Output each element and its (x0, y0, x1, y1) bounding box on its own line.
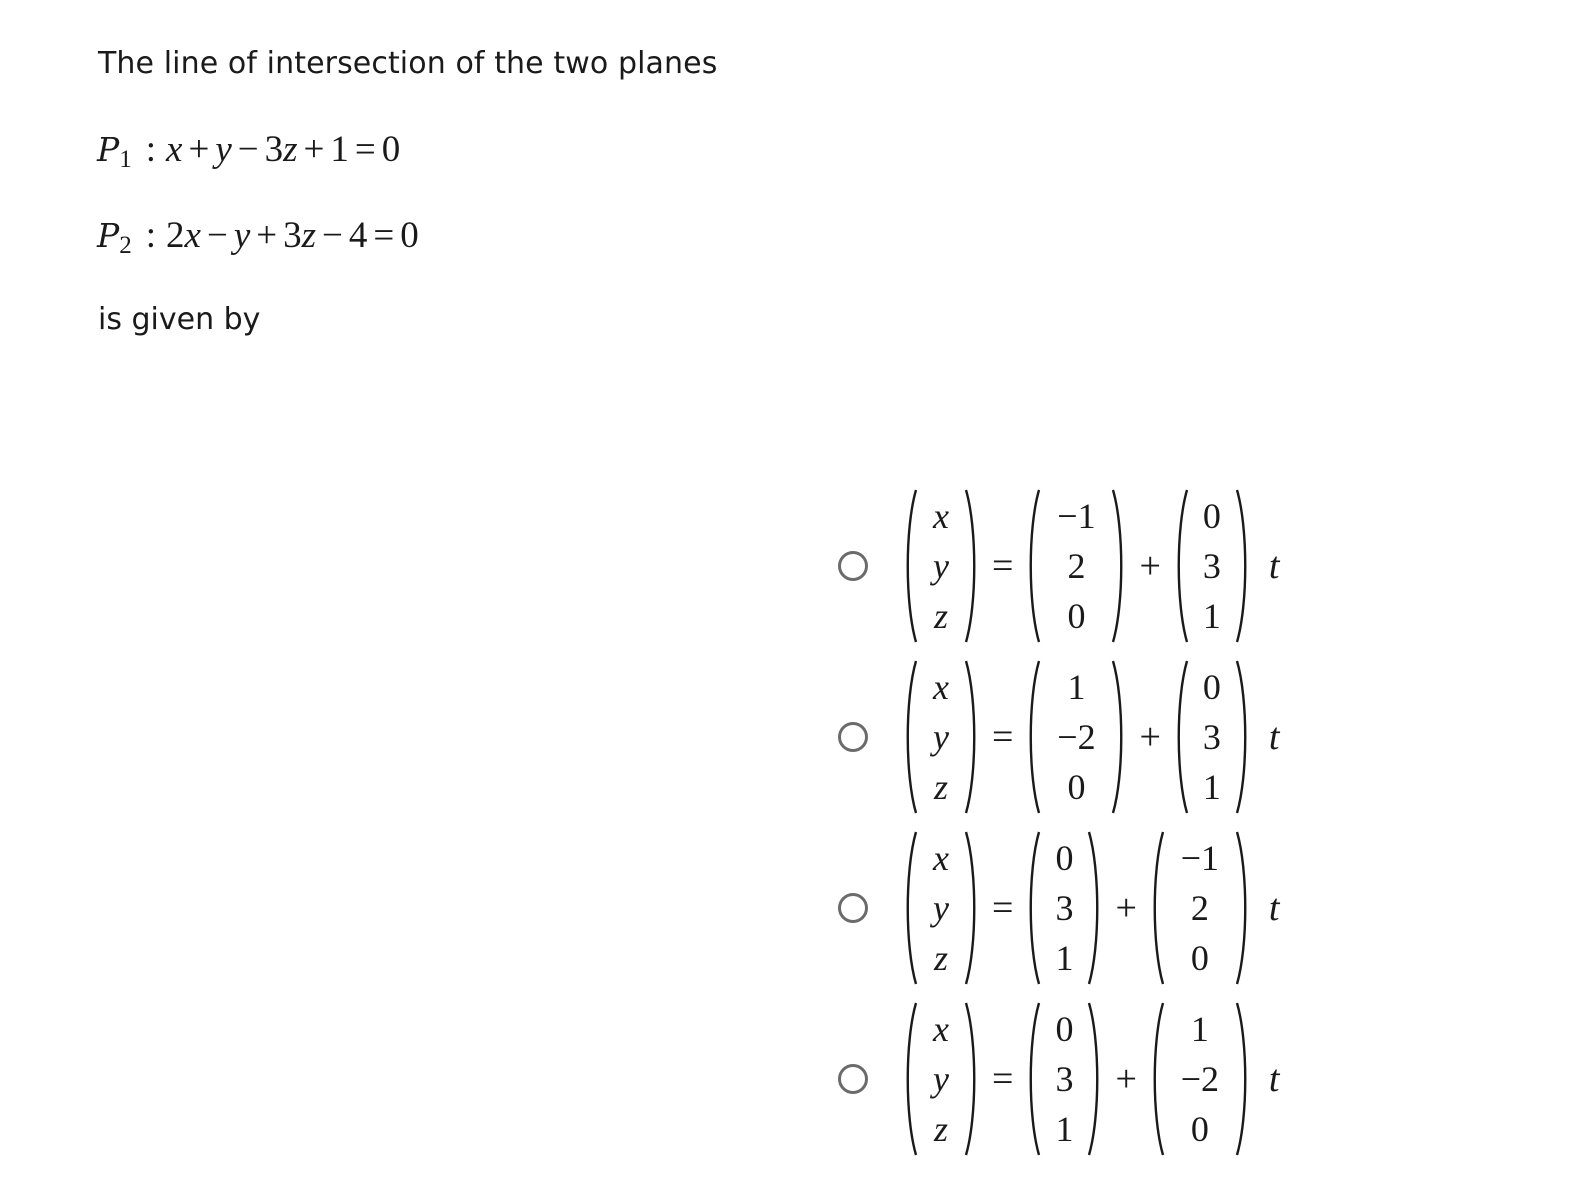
right-paren-icon (964, 1001, 978, 1157)
answer-option-1[interactable] (835, 480, 1535, 651)
vector-equation (904, 486, 1279, 646)
direction-vector (1151, 1001, 1249, 1157)
vector-entry: 0 (1055, 1008, 1074, 1049)
left-paren-icon (1151, 830, 1165, 986)
radio-button[interactable] (838, 893, 868, 923)
term: 2x (166, 215, 201, 256)
plane-name: P (97, 216, 120, 255)
point-vector (1027, 488, 1125, 644)
plus-sign: + (1115, 1057, 1137, 1100)
parameter: t (1268, 1057, 1280, 1100)
left-paren-icon (1027, 1001, 1041, 1157)
vector-entry: 1 (1202, 766, 1221, 807)
equals-sign: = (992, 544, 1014, 587)
vector-entry: x (933, 837, 949, 878)
left-paren-icon (1027, 659, 1041, 815)
equals-sign: = (992, 1057, 1014, 1100)
vector-equation (904, 999, 1279, 1159)
right-paren-icon (964, 488, 978, 644)
vector-entry: 2 (1190, 887, 1209, 928)
vector-entry: z (933, 1108, 948, 1149)
left-paren-icon (904, 659, 918, 815)
vector-entry: −2 (1180, 1058, 1220, 1099)
parameter: t (1268, 886, 1280, 929)
parameter: t (1268, 544, 1280, 587)
right-paren-icon (964, 659, 978, 815)
vector-entry: 2 (1067, 545, 1086, 586)
vector-entry: 1 (1055, 937, 1074, 978)
vector-entry: y (933, 1058, 949, 1099)
plane-subscript: 2 (119, 232, 132, 259)
vector-equation (904, 828, 1279, 988)
left-paren-icon (904, 830, 918, 986)
equals-sign: = (992, 886, 1014, 929)
equals-sign: = (992, 715, 1014, 758)
vector-entry: 3 (1055, 887, 1074, 928)
vector-entry: 0 (1202, 495, 1221, 536)
left-paren-icon (1151, 1001, 1165, 1157)
vector-entry: 0 (1067, 595, 1086, 636)
vector-entry: 1 (1202, 595, 1221, 636)
plane-equation-1: $P_1$ : x + y − 3z + 1 = 0 (97, 129, 401, 173)
position-vector (904, 1001, 978, 1157)
left-paren-icon (1175, 659, 1189, 815)
direction-vector (1175, 659, 1249, 815)
term: 3z (264, 129, 298, 170)
term: 3z (283, 215, 317, 256)
radio-button[interactable] (838, 1064, 868, 1094)
plus-sign: + (1139, 544, 1161, 587)
vector-entry: 0 (1055, 837, 1074, 878)
plus-sign: + (1139, 715, 1161, 758)
vector-entry: 0 (1190, 1108, 1209, 1149)
radio-button[interactable] (838, 722, 868, 752)
vector-entry: −2 (1057, 716, 1096, 757)
answer-option-4[interactable] (835, 993, 1535, 1164)
vector-entry: 0 (1067, 766, 1086, 807)
vector-entry: y (933, 716, 949, 757)
answer-option-2[interactable] (835, 651, 1535, 822)
plane-subscript: 1 (119, 146, 132, 173)
answer-option-3[interactable] (835, 822, 1535, 993)
position-vector (904, 659, 978, 815)
question-intro: The line of intersection of the two planes (98, 46, 718, 81)
right-paren-icon (1087, 1001, 1101, 1157)
vector-entry: x (933, 1008, 949, 1049)
direction-vector (1175, 488, 1249, 644)
vector-entry: 3 (1055, 1058, 1074, 1099)
position-vector (904, 488, 978, 644)
point-vector (1027, 830, 1101, 986)
vector-entry: y (933, 887, 949, 928)
vector-entry: −1 (1057, 495, 1096, 536)
right-paren-icon (1235, 488, 1249, 644)
vector-entry: z (933, 766, 948, 807)
right-paren-icon (1111, 659, 1125, 815)
radio-button[interactable] (838, 551, 868, 581)
right-paren-icon (1235, 659, 1249, 815)
vector-entry: 3 (1202, 716, 1221, 757)
vector-entry: 3 (1202, 545, 1221, 586)
left-paren-icon (904, 488, 918, 644)
vector-entry: z (933, 937, 948, 978)
left-paren-icon (1027, 488, 1041, 644)
right-paren-icon (1087, 830, 1101, 986)
vector-entry: 1 (1190, 1008, 1209, 1049)
vector-entry: −1 (1180, 837, 1220, 878)
point-vector (1027, 1001, 1101, 1157)
right-paren-icon (1235, 1001, 1249, 1157)
right-paren-icon (964, 830, 978, 986)
point-vector (1027, 659, 1125, 815)
vector-entry: x (933, 666, 949, 707)
vector-entry: 1 (1055, 1108, 1074, 1149)
left-paren-icon (1175, 488, 1189, 644)
vector-entry: x (933, 495, 949, 536)
vector-entry: 0 (1190, 937, 1209, 978)
left-paren-icon (904, 1001, 918, 1157)
vector-entry: 0 (1202, 666, 1221, 707)
answer-options (835, 480, 1535, 1164)
plane-name: P (97, 130, 120, 169)
vector-entry: 1 (1067, 666, 1086, 707)
plane-equation-2: $P_2$ : 2x − y + 3z − 4 = 0 (97, 215, 419, 259)
position-vector (904, 830, 978, 986)
right-paren-icon (1235, 830, 1249, 986)
vector-equation (904, 657, 1279, 817)
vector-entry: z (933, 595, 948, 636)
parameter: t (1268, 715, 1280, 758)
plus-sign: + (1115, 886, 1137, 929)
question-outro: is given by (98, 302, 261, 337)
vector-entry: y (933, 545, 949, 586)
right-paren-icon (1111, 488, 1125, 644)
direction-vector (1151, 830, 1249, 986)
left-paren-icon (1027, 830, 1041, 986)
